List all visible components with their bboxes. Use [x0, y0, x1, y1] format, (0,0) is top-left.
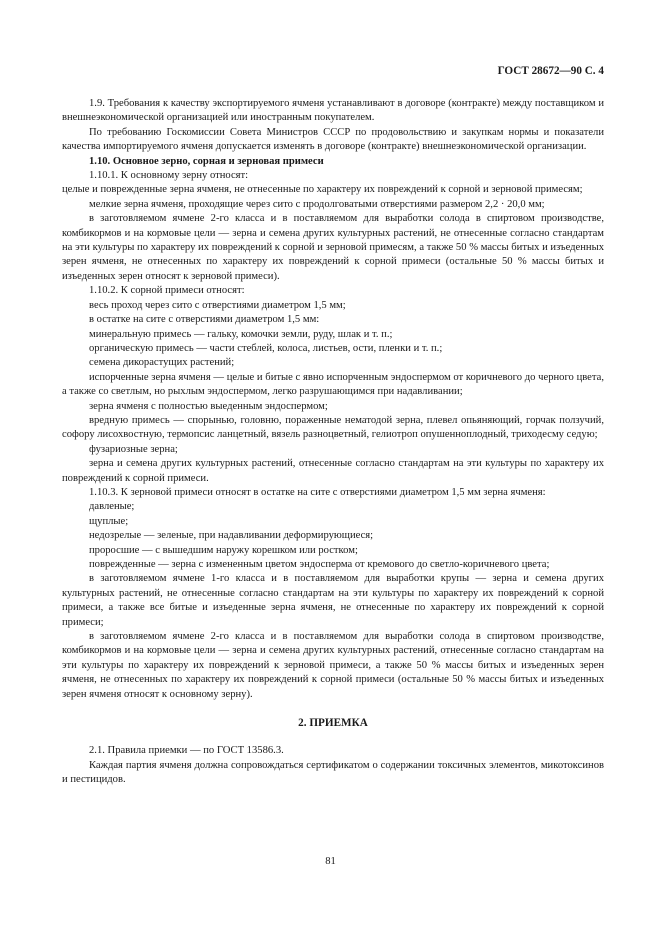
list-item: давленые;: [89, 501, 135, 513]
list-item: вредную примесь — спорынью, головню, пораженные нематодой зерна, плевел опьяняющий, горчак ползучий, софору лисохвостную, термопсис ланцетный, вязель разноцветный, гелиотроп опушенноплодный, триходесму седую;: [62, 414, 604, 441]
paragraph: Каждая партия ячменя должна сопровождаться сертификатом о содержании токсичных элементов, микотоксинов и пестицидов.: [62, 759, 604, 786]
list-item: фузариозные зерна;: [89, 443, 178, 455]
paragraph: По требованию Госкомиссии Совета Министров СССР по продовольствию и закупкам нормы и показатели качества импортируемого ячменя допускается изменять в договоре (контракте) внешнеэкономической организации.: [62, 126, 604, 153]
list-item: проросшие — с вышедшим наружу корешком или ростком;: [89, 544, 358, 556]
section-title: 2. ПРИЕМКА: [298, 717, 368, 730]
paragraph: 1.10.2. К сорной примеси относят:: [89, 285, 245, 297]
list-item: недозрелые — зеленые, при надавливании деформирующиеся;: [89, 530, 374, 542]
list-item: поврежденные — зерна с измененным цветом эндосперма от кремового до светло-коричневого цвета;: [89, 559, 550, 570]
list-item: в заготовляемом ячмене 2-го класса и в поставляемом для выработки солода в спиртовом производстве, комбикормов и на кормовые цели — зерна и семена других культурных растений, отнесенные согласно стандартам на эти культуры по характеру их повреждений к зерновой примеси, а также 50 % массы битых и изъеденных зерен ячменя, не отнесенных по характеру их повреждений к сорной примеси (остальные 50 % массы битых и изъеденных зерен ячменя относят к основному зерну).: [62, 631, 604, 700]
paragraph: 2.1. Правила приемки — по ГОСТ 13586.3.: [89, 745, 284, 757]
subsection-heading: 1.10. Основное зерно, сорная и зерновая примеси: [89, 155, 324, 167]
list-item: органическую примесь — части стеблей, колоса, листьев, ости, пленки и т. п.;: [89, 342, 443, 354]
list-item: зерна и семена других культурных растений, отнесенные согласно стандартам на эти культуры по характеру их повреждений к сорной примеси.: [62, 458, 604, 484]
paragraph: 1.10.1. К основному зерну относят:: [89, 170, 249, 182]
page-body: [62, 97, 604, 788]
list-item: в заготовляемом ячмене 1-го класса и в поставляемом для выработки крупы — зерна и семена других культурных растений, не отнесенные согласно стандартам на эти культуры по характеру их повреждений к сорной примеси, а также все битые и изъеденные зерна ячменя, не отнесенные по характеру их повреждений к сорной примеси;: [62, 573, 604, 628]
list-item: семена дикорастущих растений;: [89, 357, 235, 369]
running-header: ГОСТ 28672—90 С. 4: [497, 65, 604, 77]
list-item: минеральную примесь — гальку, комочки земли, руду, шлак и т. п.;: [89, 328, 393, 340]
list-item: в остатке на сите с отверстиями диаметром 1,5 мм:: [89, 314, 320, 326]
list-item: испорченные зерна ячменя — целые и битые с явно испорченным эндоспермом от коричневого до черного цвета, а также со светлым, но рыхлым эндоспермом, легко разрушающимся при надавливании;: [62, 371, 604, 398]
list-item: щуплые;: [89, 515, 129, 527]
paragraph: 1.9. Требования к качеству экспортируемого ячменя устанавливают в договоре (контракте) между поставщиком и внешнеэкономической организацией или иностранным покупателем.: [62, 98, 604, 124]
list-item: мелкие зерна ячменя, проходящие через сито с продолговатыми отверстиями размером 2,2 · 20,0 мм;: [89, 198, 545, 210]
list-item: зерна ячменя с полностью выеденным эндоспермом;: [89, 400, 328, 412]
page-number: 81: [325, 856, 336, 867]
list-item: весь проход через сито с отверстиями диаметром 1,5 мм;: [89, 299, 346, 311]
list-item: в заготовляемом ячмене 2-го класса и в поставляемом для выработки солода в спиртовом производстве, комбикормов и на кормовые цели — зерна и семена других культурных растений, не отнесенные согласно стандартам на эти культуры по характеру их повреждений к сорной и зерновой примесям, а также 50 % массы битых и изъеденных зерен ячменя, не отнесенных по характеру их повреждений к сорной примеси (остальные 50 % массы битых и изъеденных зерен относят к зерновой примеси).: [62, 213, 604, 282]
list-item: целые и поврежденные зерна ячменя, не отнесенные по характеру их повреждений к сорной и зерновой примесям;: [62, 184, 583, 196]
paragraph: 1.10.3. К зерновой примеси относят в остатке на сите с отверстиями диаметром 1,5 мм зерна ячменя:: [89, 486, 546, 498]
